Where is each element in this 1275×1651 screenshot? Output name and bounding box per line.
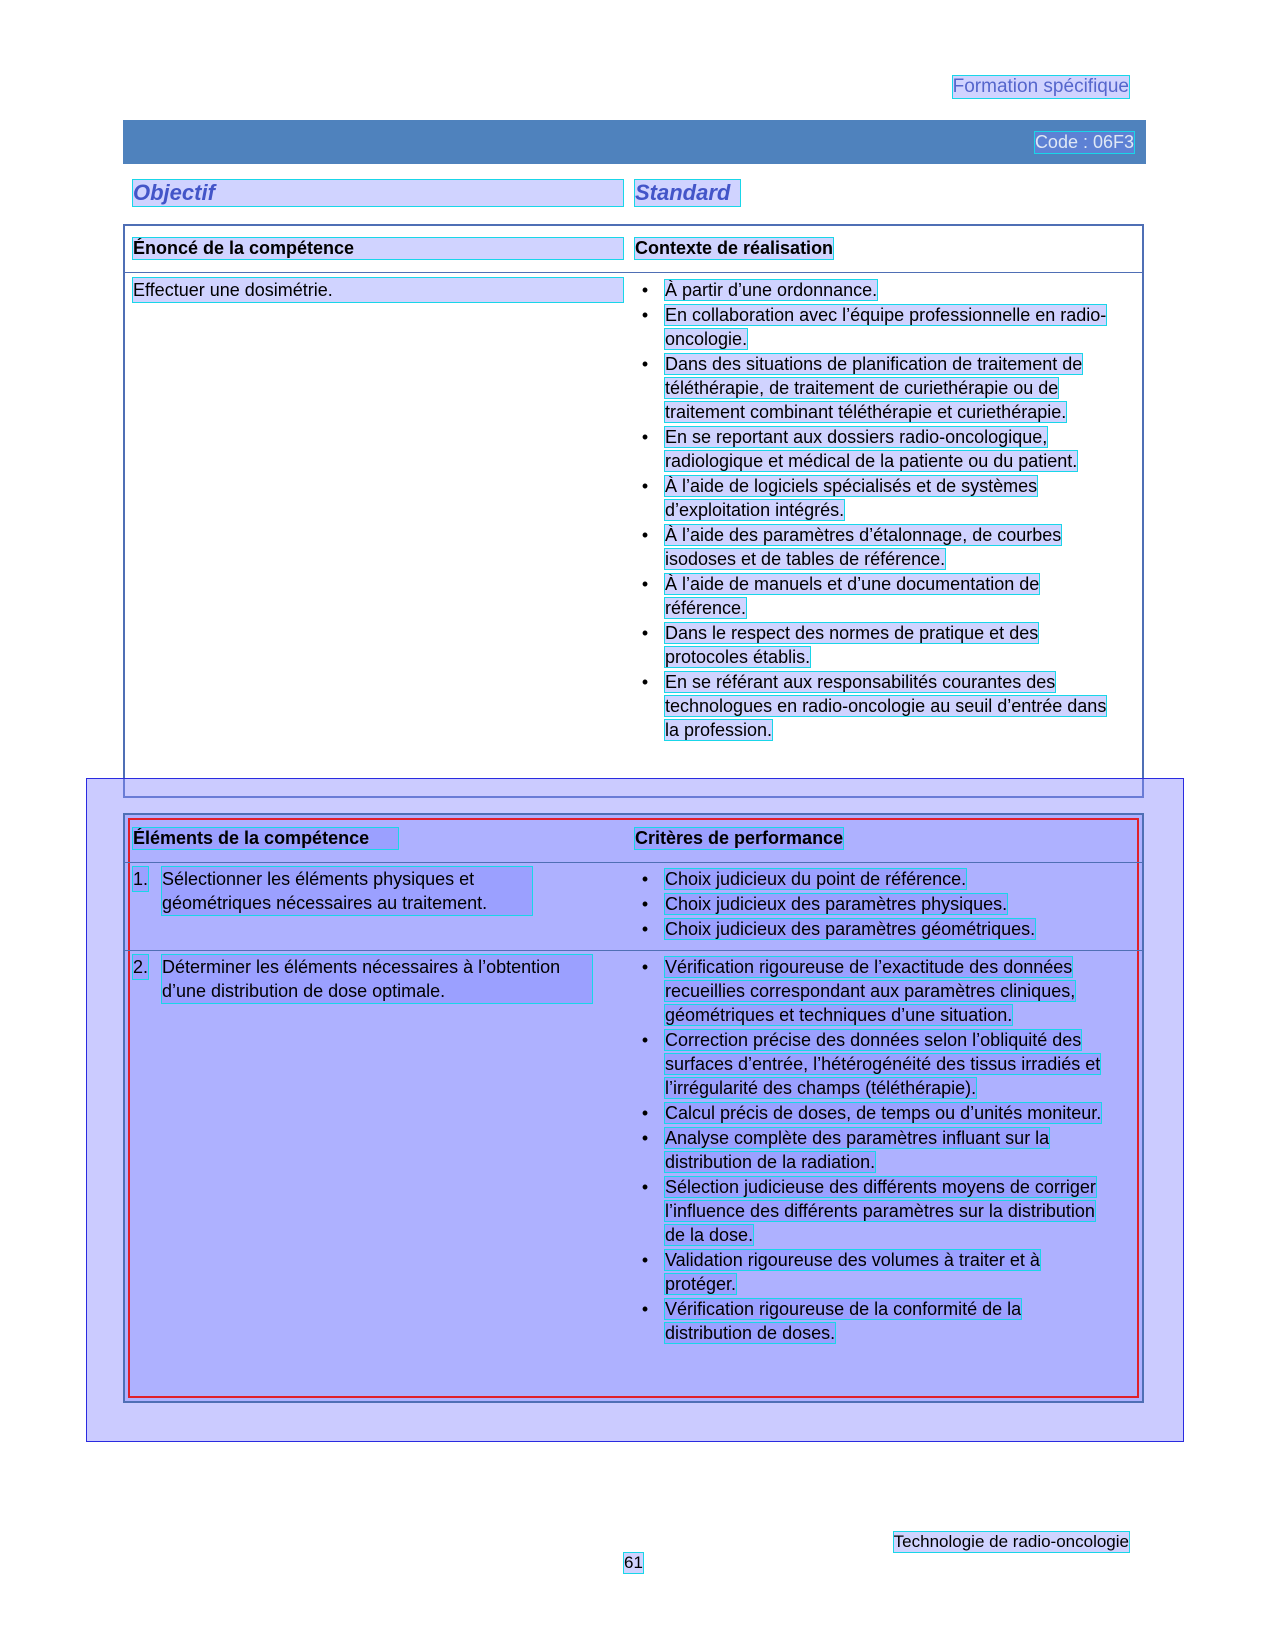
- standard-label: Standard: [635, 180, 740, 206]
- element-text: Déterminer les éléments nécessaires à l’obtention d’une distribution de dose optimale.: [162, 955, 592, 1003]
- competency-code: Code : 06F3: [1034, 132, 1134, 152]
- criterion-text: Vérification rigoureuse de la conformité de la distribution de doses.: [665, 1299, 1022, 1343]
- criterion-item: [635, 425, 1110, 473]
- criterion-item: [635, 474, 1110, 522]
- header-divider: [125, 862, 1142, 863]
- criterion-item: [635, 1126, 1110, 1174]
- criterion-item: [635, 621, 1110, 669]
- bullet-icon: •: [641, 957, 649, 977]
- element-number: 2.: [133, 957, 149, 977]
- bullet-icon: •: [641, 672, 649, 692]
- elements-header: Éléments de la compétence: [133, 828, 398, 849]
- criterion-item: [635, 955, 1110, 1027]
- criterion-text: Choix judicieux du point de référence.: [665, 869, 967, 889]
- competency-statement-table: [123, 224, 1144, 798]
- performance-criteria-table: [123, 813, 1144, 1403]
- criterion-item: [635, 1175, 1110, 1247]
- objectif-label: Objectif: [133, 180, 623, 206]
- criterion-item: [635, 523, 1110, 571]
- bullet-icon: •: [641, 869, 649, 889]
- bullet-icon: •: [641, 305, 649, 325]
- bullet-icon: •: [641, 1299, 649, 1319]
- criterion-text: En se reportant aux dossiers radio-oncologique, radiologique et médical de la patiente ou du patient.: [665, 427, 1078, 471]
- bullet-icon: •: [641, 894, 649, 914]
- bullet-icon: •: [641, 919, 649, 939]
- criterion-text: En se référant aux responsabilités courantes des technologues en radio-oncologie au seuil d’entrée dans la profession.: [665, 672, 1107, 740]
- bullet-icon: •: [641, 1030, 649, 1050]
- criterion-text: Correction précise des données selon l’obliquité des surfaces d’entrée, l’hétérogénéité des tissus irradiés et l’irrégularité des champs (téléthérapie).: [665, 1030, 1101, 1098]
- context-header: Contexte de réalisation: [635, 238, 834, 258]
- section-title: Formation spécifique: [952, 76, 1129, 97]
- criterion-text: En collaboration avec l’équipe professionnelle en radio-oncologie.: [665, 305, 1107, 349]
- bullet-icon: •: [641, 354, 649, 374]
- element-text: Sélectionner les éléments physiques et géométriques nécessaires au traitement.: [162, 867, 532, 915]
- bullet-icon: •: [641, 427, 649, 447]
- criterion-item: [635, 352, 1110, 424]
- criterion-text: Validation rigoureuse des volumes à traiter et à protéger.: [665, 1250, 1040, 1294]
- criterion-item: [635, 892, 1110, 916]
- competency-statement: Effectuer une dosimétrie.: [133, 278, 623, 302]
- criteria-list: [635, 955, 1110, 1346]
- context-list: [635, 278, 1110, 743]
- criterion-text: À partir d’une ordonnance.: [665, 280, 878, 300]
- criterion-text: Analyse complète des paramètres influant sur la distribution de la radiation.: [665, 1128, 1050, 1172]
- criterion-item: [635, 1297, 1110, 1345]
- element-number: 1.: [133, 869, 149, 889]
- criterion-item: [635, 1101, 1110, 1125]
- criterion-text: À l’aide de logiciels spécialisés et de systèmes d’exploitation intégrés.: [665, 476, 1038, 520]
- criterion-item: [635, 1248, 1110, 1296]
- criteria-header: Critères de performance: [635, 828, 844, 848]
- criterion-item: [635, 1028, 1110, 1100]
- criterion-text: Choix judicieux des paramètres géométriques.: [665, 919, 1036, 939]
- bullet-icon: •: [641, 623, 649, 643]
- criterion-text: Sélection judicieuse des différents moyens de corriger l’influence des différents paramètres sur la distribution de la dose.: [665, 1177, 1096, 1245]
- bullet-icon: •: [641, 574, 649, 594]
- criterion-item: [635, 670, 1110, 742]
- bullet-icon: •: [641, 1250, 649, 1270]
- criterion-item: [635, 278, 1110, 302]
- code-band: [123, 120, 1146, 164]
- program-name: Technologie de radio-oncologie: [893, 1532, 1129, 1551]
- criterion-text: Dans des situations de planification de traitement de téléthérapie, de traitement de curiethérapie ou de traitement combinant téléthérapie et curiethérapie.: [665, 354, 1083, 422]
- criterion-text: À l’aide de manuels et d’une documentation de référence.: [665, 574, 1040, 618]
- criterion-item: [635, 303, 1110, 351]
- criterion-item: [635, 572, 1110, 620]
- criterion-text: Vérification rigoureuse de l’exactitude des données recueillies correspondant aux paramètres cliniques, géométriques et techniques d’une situation.: [665, 957, 1076, 1025]
- statement-header: Énoncé de la compétence: [133, 238, 623, 259]
- row-divider: [125, 950, 1142, 951]
- bullet-icon: •: [641, 280, 649, 300]
- criterion-text: À l’aide des paramètres d’étalonnage, de courbes isodoses et de tables de référence.: [665, 525, 1062, 569]
- page-number: 61: [624, 1553, 643, 1572]
- criterion-text: Choix judicieux des paramètres physiques.: [665, 894, 1008, 914]
- bullet-icon: •: [641, 1103, 649, 1123]
- bullet-icon: •: [641, 1177, 649, 1197]
- bullet-icon: •: [641, 476, 649, 496]
- criterion-text: Dans le respect des normes de pratique et des protocoles établis.: [665, 623, 1039, 667]
- criteria-list: [635, 867, 1110, 942]
- criterion-item: [635, 917, 1110, 941]
- bullet-icon: •: [641, 525, 649, 545]
- header-divider: [125, 272, 1142, 273]
- criterion-item: [635, 867, 1110, 891]
- bullet-icon: •: [641, 1128, 649, 1148]
- criterion-text: Calcul précis de doses, de temps ou d’unités moniteur.: [665, 1103, 1102, 1123]
